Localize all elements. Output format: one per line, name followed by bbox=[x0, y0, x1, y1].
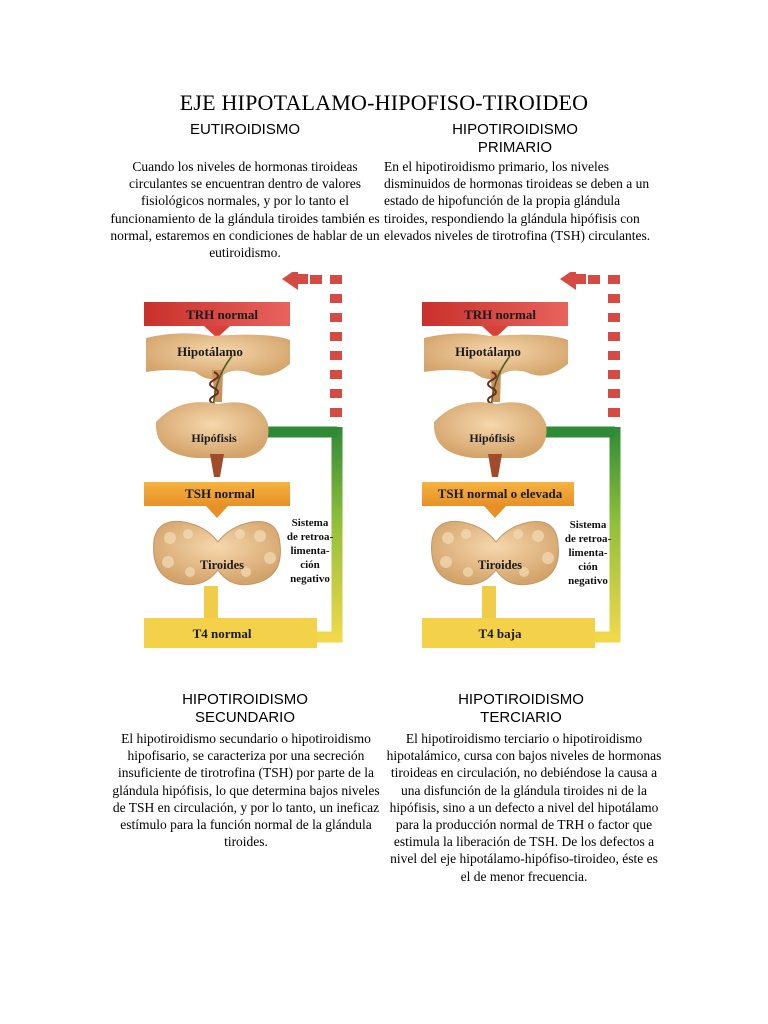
text-terciario: El hipotiroidismo terciario o hipotiroidismo hipotalámico, cursa con bajos niveles de hormonas tiroideas en circulación, no debiéndose la causa a una disfunción de la glándula tiroides ni de la hipófisis, sino a un defecto a nivel del hipotálamo para la producción normal de TRH o factor que estimula la liberación de TSH. De los defectos a nivel del eje hipotálamo-hipófiso-tiroideo, éste es el de menor frecuencia. bbox=[386, 731, 662, 884]
heading-eutiroidismo: EUTIROIDISMO bbox=[189, 121, 300, 138]
feedback-line-4: ción bbox=[300, 559, 320, 571]
tsh-label: TSH normal o elevada bbox=[437, 486, 563, 501]
tiroides-label: Tiroides bbox=[200, 558, 244, 572]
heading-secundario-line1: HIPOTIROIDISMO bbox=[182, 691, 308, 708]
heading-terciario-line2: TERCIARIO bbox=[480, 709, 562, 726]
hipofisis-label: Hipófisis bbox=[469, 431, 515, 445]
diagram-eutiroidismo bbox=[140, 272, 365, 657]
t4-label: T4 baja bbox=[478, 626, 522, 641]
feedback-line-1: Sistema bbox=[291, 517, 329, 529]
page-title: EJE HIPOTALAMO-HIPOFISO-TIROIDEO bbox=[179, 90, 589, 115]
trh-label: TRH normal bbox=[186, 307, 258, 322]
feedback-line-1: Sistema bbox=[569, 519, 607, 531]
heading-primario bbox=[410, 121, 620, 157]
heading-primario-line2: PRIMARIO bbox=[477, 139, 553, 156]
feedback-line-5: negativo bbox=[290, 573, 330, 585]
heading-terciario bbox=[416, 691, 626, 727]
trh-label: TRH normal bbox=[464, 307, 536, 322]
diagram-primario bbox=[418, 272, 643, 657]
feedback-line-3: limenta- bbox=[290, 545, 330, 557]
tiroides-label: Tiroides bbox=[478, 558, 522, 572]
hipofisis-label: Hipófisis bbox=[191, 431, 237, 445]
feedback-line-5: negativo bbox=[568, 575, 608, 587]
heading-secundario bbox=[140, 691, 350, 727]
text-primario: En el hipotiroidismo primario, los niveles disminuidos de hormonas tiroideas se deben a un estado de hipofunción de la propia glándula tiroides, respondiendo la glándula hipófisis con elevados niveles de tirotrofina (TSH) circulantes. bbox=[384, 159, 651, 243]
t4-label: T4 normal bbox=[192, 626, 252, 641]
text-eutiroidismo: Cuando los niveles de hormonas tiroideas circulantes se encuentran dentro de valores fisiológicos normales, y por lo tanto el funcionamiento de la glándula tiroides también es normal, estaremos en condiciones de hablar de un eutiroidismo. bbox=[110, 159, 380, 261]
heading-terciario-line1: HIPOTIROIDISMO bbox=[458, 691, 584, 708]
heading-primario-line1: HIPOTIROIDISMO bbox=[452, 121, 578, 138]
feedback-line-3: limenta- bbox=[568, 547, 608, 559]
hipotalamo-label: Hipotálamo bbox=[455, 344, 521, 359]
feedback-line-2: de retroa- bbox=[286, 531, 334, 543]
tsh-label: TSH normal bbox=[185, 486, 255, 501]
hipotalamo-label: Hipotálamo bbox=[177, 344, 243, 359]
feedback-line-4: ción bbox=[578, 561, 598, 573]
feedback-line-2: de retroa- bbox=[564, 533, 612, 545]
heading-secundario-line2: SECUNDARIO bbox=[194, 709, 295, 726]
text-secundario: El hipotiroidismo secundario o hipotiroidismo hipofisario, se caracteriza por una secreción insuficiente de tirotrofina (TSH) por parte de la glándula hipófisis, lo que determina bajos niveles de TSH en circulación, y por lo tanto, un ineficaz estímulo para la función normal de la glándula tiroides. bbox=[112, 731, 380, 850]
